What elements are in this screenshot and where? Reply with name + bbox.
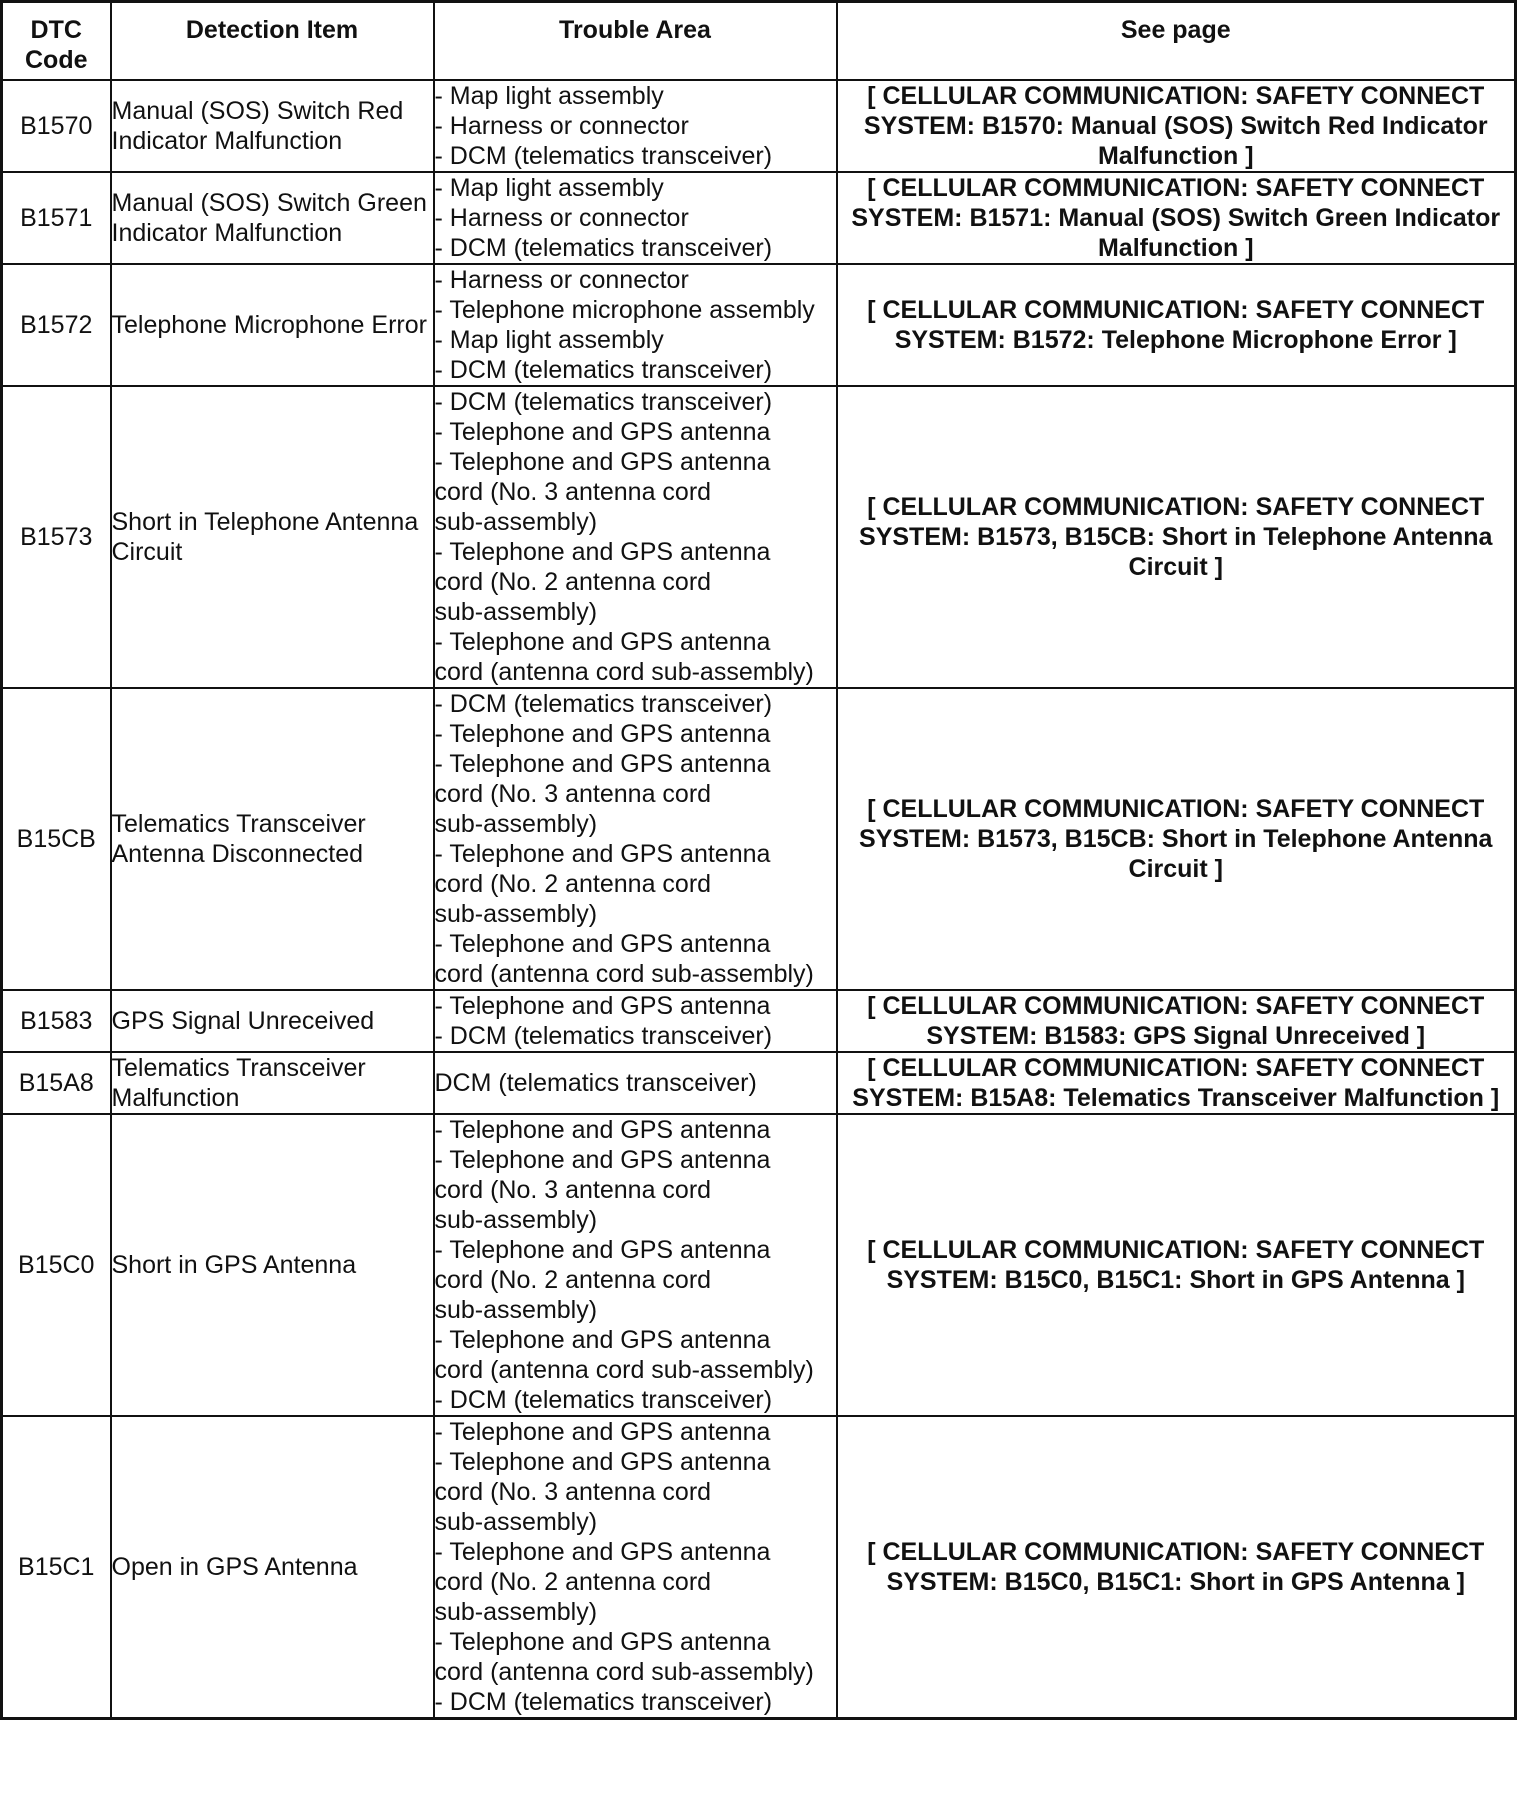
trouble-area-line: cord (No. 3 antenna cord <box>434 780 712 808</box>
trouble-area-cell <box>434 688 837 990</box>
trouble-area-line: sub-assembly) <box>434 810 598 838</box>
table-row <box>2 264 1516 386</box>
trouble-area-line: cord (No. 3 antenna cord <box>434 478 712 506</box>
header-see-page <box>837 2 1516 81</box>
see-page-link[interactable]: [ CELLULAR COMMUNICATION: SAFETY CONNECT SYSTEM: B1573, B15CB: Short in Telephone Antenna Circuit ] <box>837 688 1516 990</box>
trouble-area-line: - Harness or connector <box>434 204 689 232</box>
detection-item-text: Short in Telephone Antenna Circuit <box>111 508 419 566</box>
detection-item-cell <box>111 688 434 990</box>
trouble-area-line: cord (No. 3 antenna cord <box>434 1176 712 1204</box>
header-detection-item <box>111 2 434 81</box>
trouble-area-line: DCM (telematics transceiver) <box>434 1069 757 1097</box>
header-dtc-code-label: DTC Code <box>25 16 88 74</box>
table-row <box>2 172 1516 264</box>
trouble-area-line: - DCM (telematics transceiver) <box>434 142 773 170</box>
trouble-area-cell <box>434 172 837 264</box>
detection-item-text: Manual (SOS) Switch Green Indicator Malfunction <box>111 189 427 247</box>
see-page-link[interactable]: [ CELLULAR COMMUNICATION: SAFETY CONNECT SYSTEM: B1572: Telephone Microphone Error ] <box>837 264 1516 386</box>
dtc-code-cell: B1570 <box>2 80 111 172</box>
trouble-area-cell <box>434 1114 837 1416</box>
trouble-area-line: - Telephone and GPS antenna <box>434 418 771 446</box>
trouble-area-line: sub-assembly) <box>434 1508 598 1536</box>
dtc-code-cell: B15C0 <box>2 1114 111 1416</box>
see-page-link[interactable]: [ CELLULAR COMMUNICATION: SAFETY CONNECT SYSTEM: B15C0, B15C1: Short in GPS Antenna ] <box>837 1416 1516 1719</box>
trouble-area-line: - Telephone and GPS antenna <box>434 992 771 1020</box>
trouble-area-cell <box>434 1416 837 1719</box>
table-row <box>2 1114 1516 1416</box>
trouble-area-line: cord (No. 2 antenna cord <box>434 870 712 898</box>
dtc-code-cell: B15CB <box>2 688 111 990</box>
table-body <box>2 80 1516 1719</box>
trouble-area-cell <box>434 990 837 1052</box>
detection-item-text: Telematics Transceiver Antenna Disconnected <box>111 810 366 868</box>
trouble-area-line: - Map light assembly <box>434 326 664 354</box>
trouble-area-line: - Harness or connector <box>434 112 689 140</box>
detection-item-cell <box>111 172 434 264</box>
detection-item-text: Open in GPS Antenna <box>111 1553 358 1581</box>
trouble-area-line: - DCM (telematics transceiver) <box>434 1022 773 1050</box>
trouble-area-line: sub-assembly) <box>434 1598 598 1626</box>
detection-item-text: Telematics Transceiver Malfunction <box>111 1054 366 1112</box>
trouble-area-line: - DCM (telematics transceiver) <box>434 234 773 262</box>
trouble-area-line: - DCM (telematics transceiver) <box>434 690 773 718</box>
detection-item-cell <box>111 264 434 386</box>
see-page-link[interactable]: [ CELLULAR COMMUNICATION: SAFETY CONNECT SYSTEM: B1583: GPS Signal Unreceived ] <box>837 990 1516 1052</box>
dtc-code-cell: B1571 <box>2 172 111 264</box>
detection-item-text: Manual (SOS) Switch Red Indicator Malfunction <box>111 97 404 155</box>
detection-item-text: GPS Signal Unreceived <box>111 1007 375 1035</box>
detection-item-cell <box>111 1416 434 1719</box>
detection-item-cell <box>111 386 434 688</box>
trouble-area-line: - Map light assembly <box>434 174 664 202</box>
header-dtc-code <box>2 2 111 81</box>
dtc-code-cell: B15A8 <box>2 1052 111 1114</box>
trouble-area-line: - Telephone and GPS antenna <box>434 930 771 958</box>
trouble-area-line: cord (antenna cord sub-assembly) <box>434 960 814 988</box>
table-row <box>2 1416 1516 1719</box>
dtc-code-cell: B1583 <box>2 990 111 1052</box>
detection-item-text: Short in GPS Antenna <box>111 1251 357 1279</box>
see-page-link[interactable]: [ CELLULAR COMMUNICATION: SAFETY CONNECT SYSTEM: B1571: Manual (SOS) Switch Green Indicator Malfunction ] <box>837 172 1516 264</box>
detection-item-text: Telephone Microphone Error <box>111 311 427 339</box>
table-row <box>2 990 1516 1052</box>
trouble-area-cell <box>434 386 837 688</box>
trouble-area-line: - Telephone and GPS antenna <box>434 448 771 476</box>
see-page-link[interactable]: [ CELLULAR COMMUNICATION: SAFETY CONNECT SYSTEM: B15C0, B15C1: Short in GPS Antenna ] <box>837 1114 1516 1416</box>
trouble-area-line: cord (No. 3 antenna cord <box>434 1478 712 1506</box>
trouble-area-line: cord (antenna cord sub-assembly) <box>434 658 814 686</box>
header-see-page-label: See page <box>1120 16 1231 44</box>
trouble-area-line: - Harness or connector <box>434 266 689 294</box>
see-page-link[interactable]: [ CELLULAR COMMUNICATION: SAFETY CONNECT SYSTEM: B1570: Manual (SOS) Switch Red Indicator Malfunction ] <box>837 80 1516 172</box>
trouble-area-line: cord (No. 2 antenna cord <box>434 1568 712 1596</box>
header-trouble-area <box>434 2 837 81</box>
table-header-row <box>2 2 1516 81</box>
trouble-area-cell <box>434 1052 837 1114</box>
trouble-area-line: - Telephone and GPS antenna <box>434 1538 771 1566</box>
trouble-area-line: cord (No. 2 antenna cord <box>434 1266 712 1294</box>
trouble-area-line: cord (antenna cord sub-assembly) <box>434 1658 814 1686</box>
trouble-area-line: cord (antenna cord sub-assembly) <box>434 1356 814 1384</box>
trouble-area-line: - Telephone and GPS antenna <box>434 1448 771 1476</box>
trouble-area-line: - Telephone and GPS antenna <box>434 840 771 868</box>
trouble-area-cell <box>434 264 837 386</box>
see-page-link[interactable]: [ CELLULAR COMMUNICATION: SAFETY CONNECT SYSTEM: B15A8: Telematics Transceiver Malfunction ] <box>837 1052 1516 1114</box>
trouble-area-line: sub-assembly) <box>434 900 598 928</box>
trouble-area-line: - Telephone microphone assembly <box>434 296 815 324</box>
detection-item-cell <box>111 1052 434 1114</box>
header-trouble-area-label: Trouble Area <box>559 16 711 44</box>
trouble-area-line: - Telephone and GPS antenna <box>434 1326 771 1354</box>
trouble-area-line: sub-assembly) <box>434 598 598 626</box>
trouble-area-line: - Map light assembly <box>434 82 664 110</box>
trouble-area-line: sub-assembly) <box>434 508 598 536</box>
dtc-code-cell: B1573 <box>2 386 111 688</box>
see-page-link[interactable]: [ CELLULAR COMMUNICATION: SAFETY CONNECT SYSTEM: B1573, B15CB: Short in Telephone Antenna Circuit ] <box>837 386 1516 688</box>
table-row <box>2 1052 1516 1114</box>
trouble-area-line: - Telephone and GPS antenna <box>434 1116 771 1144</box>
trouble-area-line: - Telephone and GPS antenna <box>434 1146 771 1174</box>
detection-item-cell <box>111 990 434 1052</box>
dtc-code-cell: B15C1 <box>2 1416 111 1719</box>
trouble-area-line: - Telephone and GPS antenna <box>434 720 771 748</box>
detection-item-cell <box>111 80 434 172</box>
trouble-area-line: - DCM (telematics transceiver) <box>434 388 773 416</box>
trouble-area-cell <box>434 80 837 172</box>
trouble-area-line: - DCM (telematics transceiver) <box>434 1386 773 1414</box>
trouble-area-line: sub-assembly) <box>434 1296 598 1324</box>
trouble-area-line: cord (No. 2 antenna cord <box>434 568 712 596</box>
table-row <box>2 386 1516 688</box>
trouble-area-line: sub-assembly) <box>434 1206 598 1234</box>
trouble-area-line: - Telephone and GPS antenna <box>434 628 771 656</box>
header-detection-item-label: Detection Item <box>185 16 359 44</box>
trouble-area-line: - DCM (telematics transceiver) <box>434 356 773 384</box>
trouble-area-line: - Telephone and GPS antenna <box>434 1418 771 1446</box>
trouble-area-line: - DCM (telematics transceiver) <box>434 1688 773 1716</box>
trouble-area-line: - Telephone and GPS antenna <box>434 750 771 778</box>
table-row <box>2 688 1516 990</box>
detection-item-cell <box>111 1114 434 1416</box>
dtc-code-cell: B1572 <box>2 264 111 386</box>
trouble-area-line: - Telephone and GPS antenna <box>434 1236 771 1264</box>
trouble-area-line: - Telephone and GPS antenna <box>434 538 771 566</box>
trouble-area-line: - Telephone and GPS antenna <box>434 1628 771 1656</box>
table-row <box>2 80 1516 172</box>
